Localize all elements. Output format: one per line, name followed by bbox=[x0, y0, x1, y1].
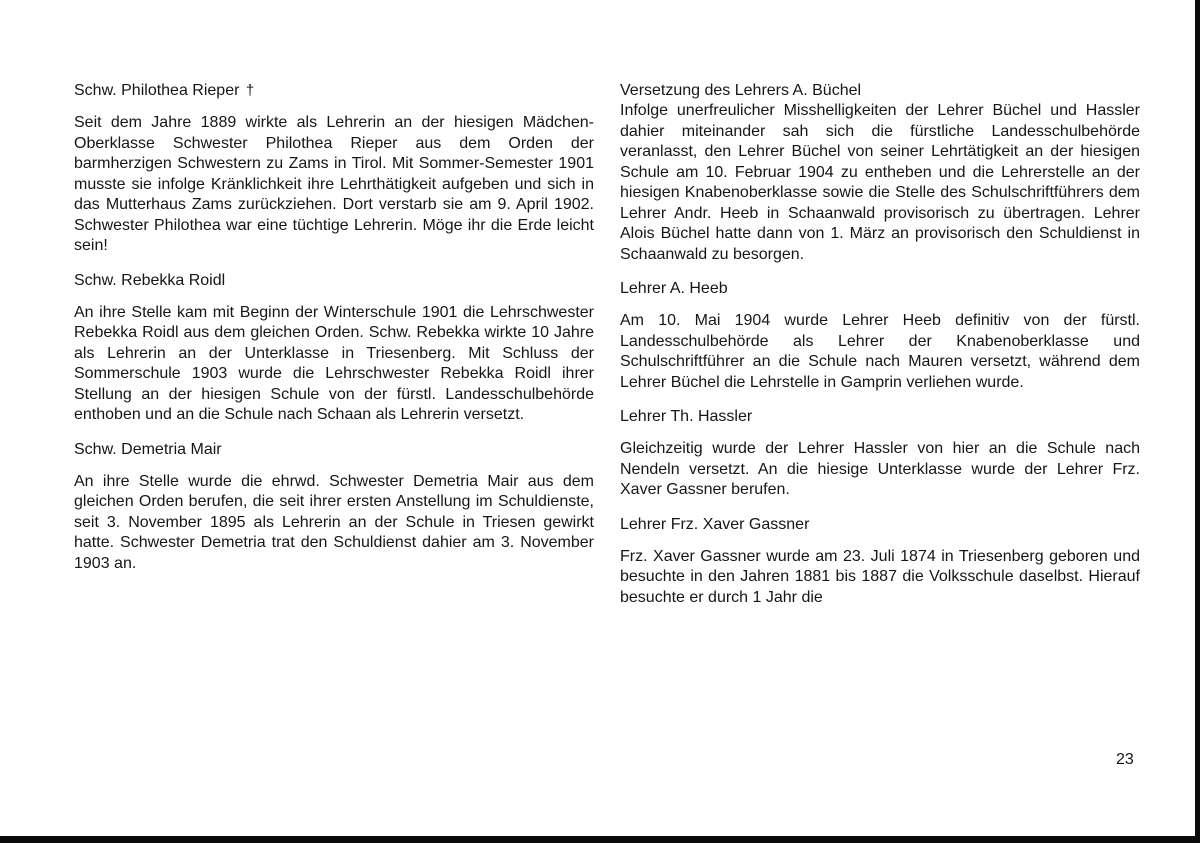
section-paragraph: Frz. Xaver Gassner wurde am 23. Juli 1874 in Triesenberg geboren und besuchte in den Jahren 1881 bis 1887 die Volksschule daselbst. Hierauf besuchte er durch 1 Jahr die bbox=[620, 547, 1140, 606]
section-paragraph: Gleichzeitig wurde der Lehrer Hassler von hier an die Schule nach Nendeln versetzt. An die hiesige Unterklasse wurde der Lehrer Frz. Xaver Gassner berufen. bbox=[620, 440, 1140, 498]
section-paragraph: Am 10. Mai 1904 wurde Lehrer Heeb definitiv von der fürstl. Landesschulbehörde als Lehrer der Knabenoberklasse und Schulschriftführer an die Schule nach Mauren versetzt, während dem Lehrer Büchel die Lehrstelle in Gamprin verliehen wurde. bbox=[620, 312, 1140, 391]
section-paragraph: Infolge unerfreulicher Misshelligkeiten der Lehrer Büchel und Hassler dahier miteinander sah sich die fürstliche Landesschulbehörde veranlasst, den Lehrer Büchel von seiner Lehrtätigkeit an der hiesigen Schule am 10. Februar 1904 zu entheben und die Lehrerstelle an der hiesigen Knabenoberklasse sowie die Stelle des Schulschriftführers dem Lehrer Andr. Heeb in Schaanwald provisorisch zu übertragen. Lehrer Alois Büchel hatte dann von 1. März an provisorisch den Schuldienst in Schaanwald zu besorgen. bbox=[620, 102, 1140, 263]
section-heading: Lehrer A. Heeb bbox=[620, 280, 728, 297]
section-heading: Lehrer Th. Hassler bbox=[620, 408, 753, 425]
right-column bbox=[620, 80, 1140, 608]
section-heading: Schw. Demetria Mair bbox=[74, 440, 222, 458]
section-versetzung-buechel bbox=[620, 80, 1140, 265]
section-philothea-rieper bbox=[74, 80, 594, 257]
section-heading: Schw. Philothea Rieper † bbox=[74, 82, 255, 99]
page-number: 23 bbox=[1116, 751, 1134, 768]
section-lehrer-heeb bbox=[620, 278, 1140, 393]
left-column bbox=[74, 80, 594, 574]
deceased-cross-icon: † bbox=[245, 82, 255, 99]
section-demetria-mair bbox=[74, 439, 594, 575]
section-xaver-gassner bbox=[620, 514, 1140, 609]
section-lehrer-hassler bbox=[620, 406, 1140, 501]
section-rebekka-roidl bbox=[74, 270, 594, 426]
section-heading: Schw. Rebekka Roidl bbox=[74, 271, 226, 289]
section-heading: Lehrer Frz. Xaver Gassner bbox=[620, 515, 810, 533]
section-heading: Versetzung des Lehrers A. Büchel bbox=[620, 82, 862, 99]
section-paragraph: Seit dem Jahre 1889 wirkte als Lehrerin an der hiesigen Mädchen-Oberklasse Schwester Philothea Rieper aus dem Orden der barmherzigen Schwestern zu Zams in Tirol. Mit Sommer-Semester 1901 musste sie infolge Kränklichkeit ihre Lehrthätigkeit aufgeben und sich in das Mutterhaus Zams zurückziehen. Dort verstarb sie am 9. April 1902. Schwester Philothea war eine tüchtige Lehrerin. Möge ihr die Erde leicht sein! bbox=[74, 114, 594, 254]
section-paragraph: An ihre Stelle kam mit Beginn der Winterschule 1901 die Lehrschwester Rebekka Roidl aus dem gleichen Orden. Schw. Rebekka wirkte 10 Jahre als Lehrerin an der Unterklasse in Triesenberg. Mit Schluss der Sommerschule 1903 wurde die Lehrschwester Rebekka Roidl ihrer Stellung an der hiesigen Schule von der fürstl. Landesschulbehörde enthoben und an die Schule nach Schaan als Lehrerin versetzt. bbox=[74, 303, 594, 423]
section-paragraph: An ihre Stelle wurde die ehrwd. Schwester Demetria Mair aus dem gleichen Orden berufen, die seit ihrer ersten Anstellung im Schuldienste, seit 3. November 1895 als Lehrerin an der Schule in Triesen gewirkt hatte. Schwester Demetria trat den Schuldienst dahier am 3. November 1903 an. bbox=[74, 472, 594, 572]
